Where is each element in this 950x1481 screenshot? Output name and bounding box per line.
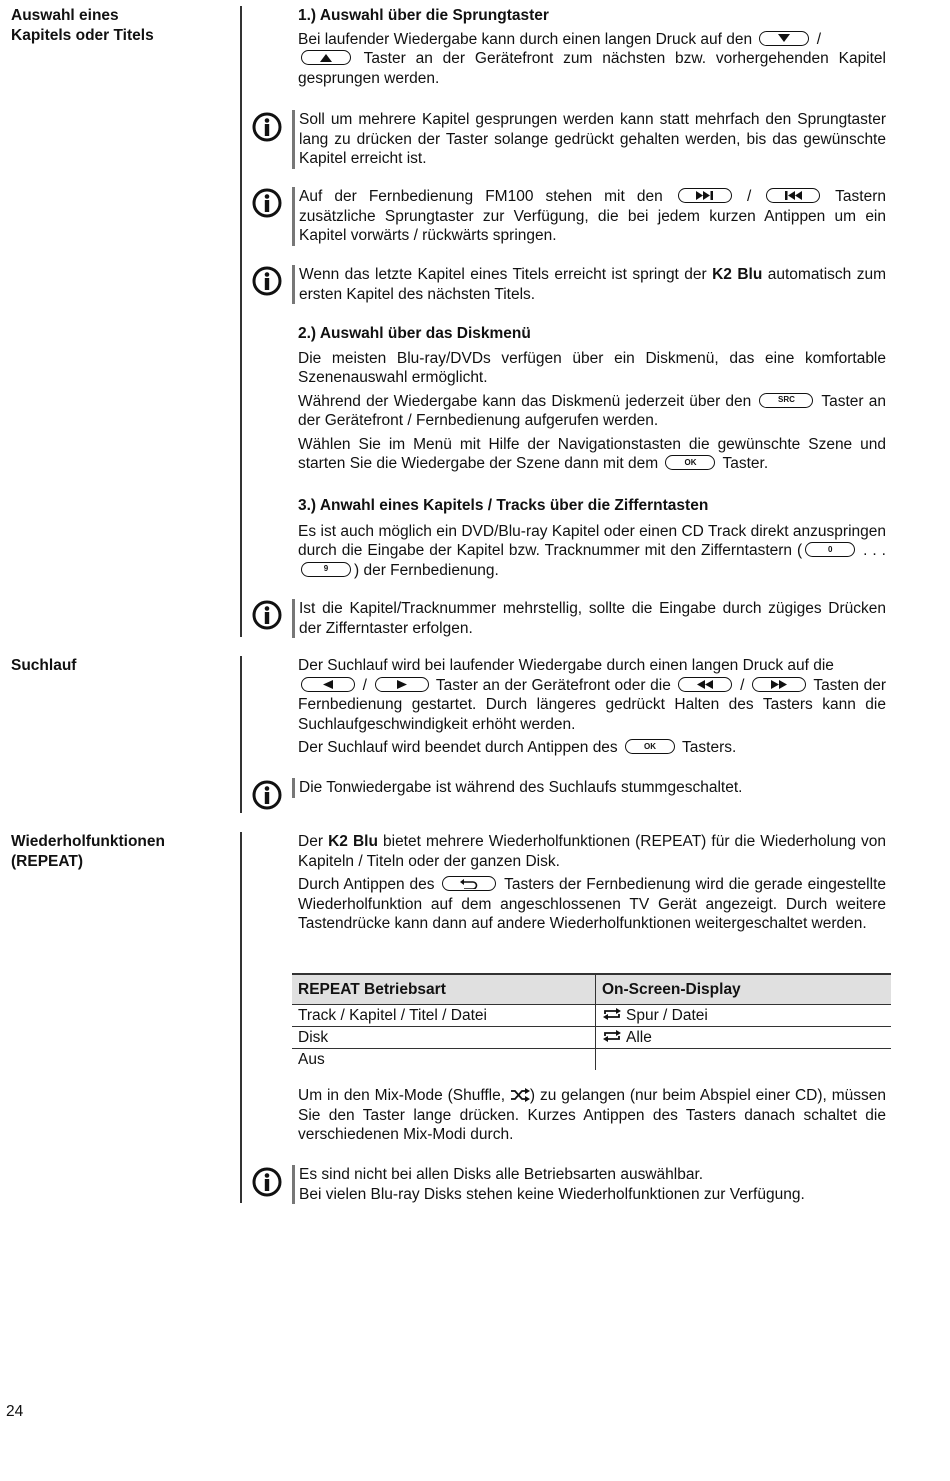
repeat-icon bbox=[602, 1029, 622, 1043]
text: Der Suchlauf wird beendet durch Antippen des bbox=[298, 739, 618, 756]
section-title-wiederhol bbox=[11, 832, 165, 872]
table-row bbox=[292, 1027, 891, 1049]
text: / bbox=[746, 188, 752, 205]
table-cell bbox=[596, 1027, 892, 1049]
text: Tastern zusätzliche Sprungtaster zur Verfügung, die bei jedem kurzen Antippen um ein Kapitel vorwärts / rückwärts springen. bbox=[299, 188, 887, 244]
note-box bbox=[292, 265, 886, 304]
down-arrow-icon bbox=[759, 31, 809, 46]
section-repeat bbox=[298, 832, 886, 934]
section-title-auswahl bbox=[11, 6, 154, 46]
divider-line bbox=[240, 6, 242, 637]
left-arrow-icon bbox=[301, 677, 355, 692]
note-text: Soll um mehrere Kapitel gesprungen werden kann statt mehrfach den Sprungtaster lang zu drücken der Taster solange gedrückt gehalten werden, bis das gewünschte Kapitel erreicht ist. bbox=[299, 111, 886, 167]
text: Taster an der Gerätefront oder die bbox=[435, 676, 671, 694]
paragraph bbox=[298, 832, 886, 871]
note-text: Bei vielen Blu-ray Disks stehen keine Wiederholfunktionen zur Verfügung. bbox=[299, 1185, 805, 1203]
section-heading: 1.) Auswahl über die Sprungtaster bbox=[298, 7, 549, 24]
text: Der bbox=[298, 833, 323, 850]
section-heading: 3.) Anwahl eines Kapitels / Tracks über die Zifferntasten bbox=[298, 497, 709, 514]
note-box bbox=[292, 187, 886, 246]
repeat-table bbox=[292, 973, 891, 1070]
section-title-line: Auswahl eines bbox=[11, 7, 119, 24]
text: automatisch zum ersten Kapitel des nächsten Titels. bbox=[299, 266, 886, 303]
repeat-icon bbox=[602, 1007, 622, 1021]
table-row bbox=[292, 1005, 891, 1027]
ok-button-icon: OK bbox=[625, 739, 675, 754]
divider-line bbox=[240, 832, 242, 1203]
text: Auf der Fernbedienung FM100 stehen mit den bbox=[299, 188, 663, 205]
info-icon bbox=[252, 780, 282, 810]
text: Während der Wiedergabe kann das Diskmenü jederzeit über den bbox=[298, 392, 752, 410]
text: Durch Antippen des bbox=[298, 876, 435, 893]
info-icon bbox=[252, 600, 282, 630]
digit-9-button-icon: 9 bbox=[301, 562, 351, 577]
section-1 bbox=[298, 6, 886, 88]
note-text bbox=[299, 265, 886, 304]
divider-line bbox=[240, 656, 242, 813]
table-row bbox=[292, 1049, 891, 1071]
section-3 bbox=[298, 496, 886, 580]
fast-forward-icon bbox=[752, 677, 806, 692]
page-number: 24 bbox=[6, 1403, 24, 1420]
section-title-suchlauf: Suchlauf bbox=[11, 657, 77, 674]
next-track-icon bbox=[678, 188, 732, 203]
column-header: On-Screen-Display bbox=[596, 974, 892, 1005]
info-icon bbox=[252, 188, 282, 218]
section-suchlauf bbox=[298, 656, 886, 758]
text: Taster an der Gerätefront zum nächsten bzw. vorhergehenden Kapitel gesprungen werden. bbox=[298, 50, 886, 87]
paragraph bbox=[298, 1086, 886, 1145]
src-button-icon: SRC bbox=[759, 393, 813, 408]
note-box bbox=[292, 778, 886, 798]
note-text: Es sind nicht bei allen Disks alle Betriebsarten auswählbar. bbox=[299, 1166, 704, 1183]
info-icon bbox=[252, 266, 282, 296]
note-box bbox=[292, 1165, 886, 1204]
text: . . . bbox=[863, 542, 886, 559]
section-repeat-mix bbox=[298, 1086, 886, 1145]
section-heading: 2.) Auswahl über das Diskmenü bbox=[298, 325, 531, 342]
text: ) zu gelangen (nur beim Abspiel einer CD), müssen Sie den Taster lange drücken. Kurzes Antippen des Tasters danach schaltet die verschiedenen Mix-Modi durch. bbox=[298, 1087, 886, 1143]
text: Tasten der Fernbedienung gestartet. Durch längeres gedrückt Halten des Tasters kann die Suchlaufgeschwindigkeit erhöht werden. bbox=[298, 676, 886, 733]
text: bietet mehrere Wiederholfunktionen (REPEAT) für die Wiederholung von Kapiteln / Titeln oder der ganzen Disk. bbox=[298, 833, 887, 870]
text: Wählen Sie im Menü mit Hilfe der Navigationstasten die gewünschte Szene und starten Sie die Wiedergabe der Szene dann mit dem bbox=[298, 435, 886, 472]
right-arrow-icon bbox=[375, 677, 429, 692]
paragraph bbox=[298, 656, 886, 734]
text: Tasters. bbox=[682, 739, 737, 756]
paragraph bbox=[298, 738, 886, 758]
text: / bbox=[362, 676, 367, 694]
text: Alle bbox=[626, 1028, 652, 1046]
text: Tasters der Fernbedienung wird die gerade eingestellte Wiederholfunktion auf dem angeschlossenen TV Gerät angezeigt. Durch weitere Tastendrücke kann dann auf andere Wiederholfunktionen weitergeschaltet werden. bbox=[298, 876, 886, 932]
paragraph bbox=[298, 522, 886, 581]
table-header-row bbox=[292, 974, 891, 1005]
section-title-line: Kapitels oder Titels bbox=[11, 27, 154, 44]
paragraph bbox=[298, 30, 886, 89]
paragraph bbox=[298, 875, 886, 934]
text: / bbox=[740, 676, 745, 694]
paragraph: Die meisten Blu-ray/DVDs verfügen über ein Diskmenü, das eine komfortable Szenenauswahl ermöglicht. bbox=[298, 349, 886, 386]
prev-track-icon bbox=[766, 188, 820, 203]
table-cell: Disk bbox=[292, 1027, 596, 1049]
text: Bei laufender Wiedergabe kann durch einen langen Druck auf den bbox=[298, 30, 753, 48]
return-icon bbox=[442, 876, 496, 891]
text: Es ist auch möglich ein DVD/Blu-ray Kapitel oder einen CD Track direkt anzuspringen durch die Eingabe der Kapitel bzw. Tracknummer mit den Zifferntastern ( bbox=[298, 522, 886, 559]
text: ) der Fernbedienung. bbox=[354, 561, 499, 579]
note-text: Ist die Kapitel/Tracknummer mehrstellig, sollte die Eingabe durch zügiges Drücken der Zifferntaster erfolgen. bbox=[299, 600, 886, 637]
brand-name: K2 Blu bbox=[328, 833, 378, 850]
text: Wenn das letzte Kapitel eines Titels erreicht ist springt der bbox=[299, 266, 707, 283]
section-title-line: (REPEAT) bbox=[11, 853, 84, 870]
brand-name: K2 Blu bbox=[712, 266, 763, 283]
text: Taster an der Gerätefront / Fernbedienung aufgerufen werden. bbox=[298, 392, 887, 429]
info-icon bbox=[252, 1167, 282, 1197]
text: Spur / Datei bbox=[626, 1006, 708, 1024]
rewind-icon bbox=[678, 677, 732, 692]
ok-button-icon: OK bbox=[665, 455, 715, 470]
note-box bbox=[292, 110, 886, 169]
table-cell bbox=[596, 1049, 892, 1071]
digit-0-button-icon: 0 bbox=[805, 542, 855, 557]
info-icon bbox=[252, 112, 282, 142]
column-header: REPEAT Betriebsart bbox=[292, 974, 596, 1005]
table-cell: Aus bbox=[292, 1049, 596, 1071]
shuffle-icon bbox=[510, 1088, 530, 1102]
note-text bbox=[299, 187, 886, 246]
text: / bbox=[816, 30, 822, 48]
text: Um in den Mix-Mode (Shuffle, bbox=[298, 1087, 506, 1104]
up-arrow-icon bbox=[301, 50, 351, 65]
section-title-line: Wiederholfunktionen bbox=[11, 833, 165, 850]
section-2 bbox=[298, 324, 886, 474]
paragraph bbox=[298, 435, 886, 474]
note-text: Die Tonwiedergabe ist während des Suchlaufs stummgeschaltet. bbox=[299, 779, 743, 796]
text: Taster. bbox=[722, 455, 769, 472]
text: Der Suchlauf wird bei laufender Wiedergabe durch einen langen Druck auf die bbox=[298, 657, 834, 674]
paragraph bbox=[298, 392, 886, 431]
table-cell bbox=[596, 1005, 892, 1027]
table-cell: Track / Kapitel / Titel / Datei bbox=[292, 1005, 596, 1027]
note-box bbox=[292, 599, 886, 638]
